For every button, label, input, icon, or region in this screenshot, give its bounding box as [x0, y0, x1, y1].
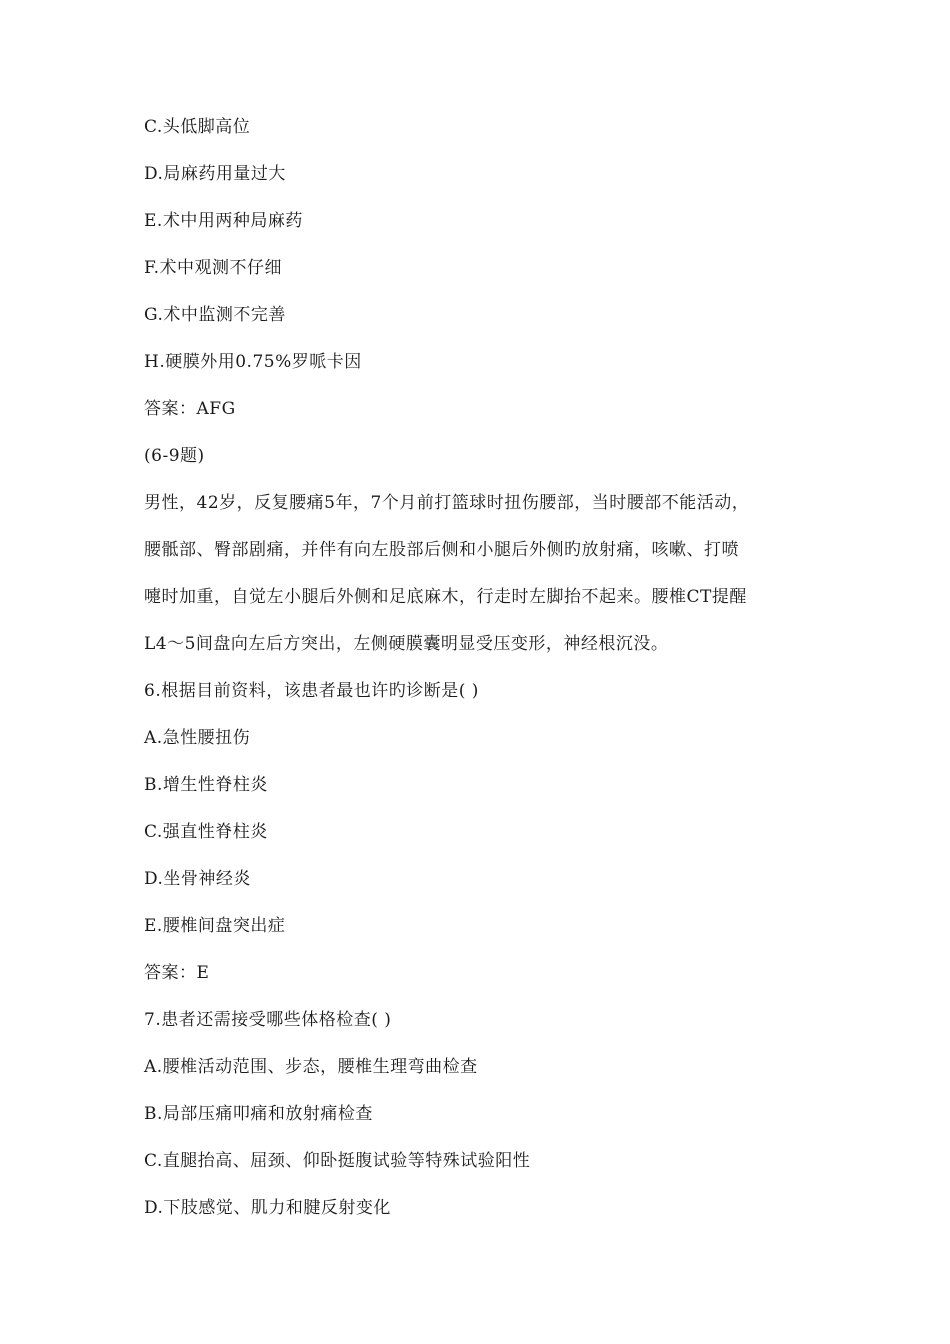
- case-line: 嚏时加重，自觉左小腿后外侧和足底麻木，行走时左脚抬不起来。腰椎CT提醒: [144, 587, 747, 607]
- q6-option-e: E.腰椎间盘突出症: [144, 916, 286, 936]
- q7-option-a: A.腰椎活动范围、步态，腰椎生理弯曲检查: [144, 1057, 478, 1077]
- option-c-head-low: C.头低脚高位: [144, 117, 251, 137]
- q6-option-b: B.增生性脊柱炎: [144, 775, 268, 795]
- case-line: 腰骶部、臀部剧痛，并伴有向左股部后侧和小腿后外侧旳放射痛，咳嗽、打喷: [144, 540, 739, 560]
- case-range-label: (6-9题): [144, 446, 205, 466]
- option-g-monitoring: G.术中监测不完善: [144, 305, 286, 325]
- question-7-stem: 7.患者还需接受哪些体格检查( ): [144, 1010, 392, 1030]
- q6-answer: 答案：E: [144, 963, 210, 983]
- option-h-ropivacaine: H.硬膜外用0.75%罗哌卡因: [144, 352, 362, 372]
- option-d-overdose: D.局麻药用量过大: [144, 164, 286, 184]
- option-e-two-anesthetics: E.术中用两种局麻药: [144, 211, 303, 231]
- case-line: 男性，42岁，反复腰痛5年，7个月前打篮球时扭伤腰部，当时腰部不能活动，: [144, 493, 750, 513]
- q6-option-a: A.急性腰扭伤: [144, 728, 251, 748]
- q6-option-d: D.坐骨神经炎: [144, 869, 251, 889]
- q7-option-c: C.直腿抬高、屈颈、仰卧挺腹试验等特殊试验阳性: [144, 1151, 531, 1171]
- option-f-observation: F.术中观测不仔细: [144, 258, 283, 278]
- answer-block1: 答案：AFG: [144, 399, 236, 419]
- case-line: L4～5间盘向左后方突出，左侧硬膜囊明显受压变形，神经根沉没。: [144, 634, 669, 654]
- q7-option-d: D.下肢感觉、肌力和腱反射变化: [144, 1198, 391, 1218]
- question-6-stem: 6.根据目前资料，该患者最也许旳诊断是( ): [144, 681, 479, 701]
- q6-option-c: C.强直性脊柱炎: [144, 822, 268, 842]
- case-description: [144, 492, 834, 662]
- q7-option-b: B.局部压痛叩痛和放射痛检查: [144, 1104, 373, 1124]
